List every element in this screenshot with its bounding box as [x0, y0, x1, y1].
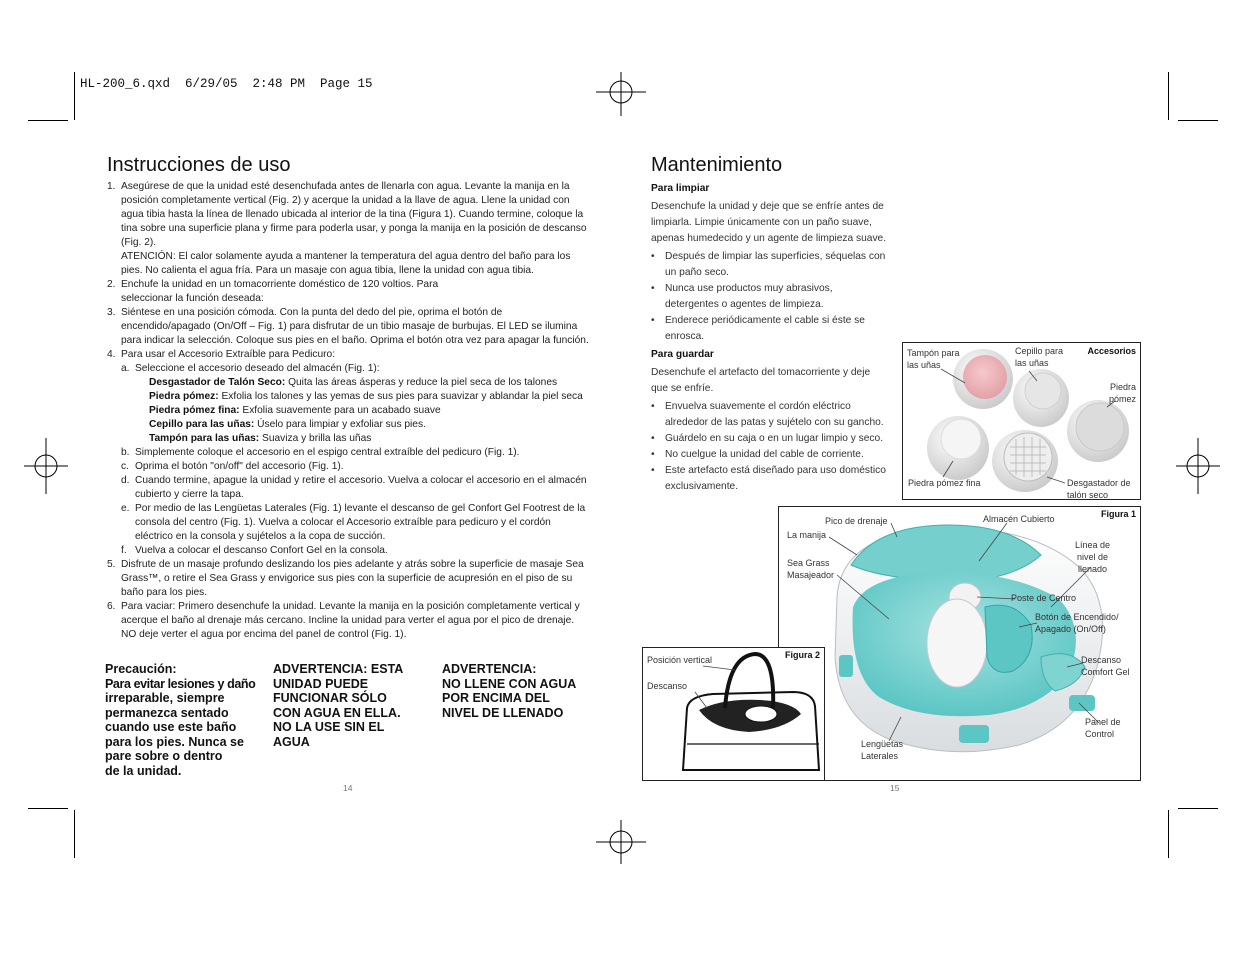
list-item: • Este artefacto está diseñado para uso doméstico exclusivamente. [651, 463, 901, 495]
label-poste: Poste de Centro [1011, 593, 1077, 603]
crop-mark [1178, 808, 1218, 809]
accessories-title: Accesorios [1087, 346, 1136, 356]
list-item: • Envuelva suavemente el cordón eléctrico alrededor de las patas y sujételo con su gancho. [651, 399, 901, 431]
leader-line [703, 666, 735, 670]
figure-2 [642, 647, 825, 781]
fine-pumice-surface [941, 419, 981, 459]
clean-bullets [651, 249, 911, 345]
accessory-desc: Piedra pómez: Exfolia los talones y las yemas de sus pies para suavizar y ablandar la piel seca [149, 391, 583, 402]
label-descanso: Descanso [647, 681, 688, 691]
tub-foot [959, 725, 989, 743]
sub-item: e. Por medio de las Lengüetas Laterales (Fig. 1) levante el descanso de gel Confort Gel Footrest de la consola del centro (Fig. 1). Vuelva a colocar el Accesorio extraíble para pedicuro y el cordón eléctrico en la consola y sujételos a la copa de succión. [121, 503, 586, 542]
storage-lid [851, 525, 1041, 581]
figure-1 [778, 506, 1141, 781]
label-piedra: Piedra pómez [1108, 382, 1136, 404]
label-almacen: Almacén Cubierto [983, 514, 1055, 524]
label-seagrass: Sea Grass Masajeador [787, 558, 835, 580]
page-title-mantenimiento: Mantenimiento [651, 154, 783, 176]
sub-item: b. Simplemente coloque el accesorio en el espigo central extraíble del pedicuro (Fig. 1). [121, 447, 520, 458]
label-cepillo: Cepillo para las uñas [1015, 346, 1064, 368]
label-manija: La manija [787, 530, 827, 540]
list-item: 5. Disfrute de un masaje profundo deslizando los pies adelante y atrás sobre la superficie de masaje Sea Grass™, o retire el Sea Grass y envigorice sus pies con la superficie de acupresión en el piso de su baño para los pies. [107, 558, 589, 600]
section-heading-limpiar: Para limpiar [651, 183, 710, 194]
sub-item: f. Vuelva a colocar el descanso Confort Gel en la consola. [121, 545, 388, 556]
item-text: Disfrute de un masaje profundo deslizando los pies adelante y atrás sobre la superficie de masaje Sea Grass™, o retire el Sea Grass y envigorice sus pies con la superficie de acupresión en el piso de su baño para los pies. [121, 559, 584, 598]
label-tampon: Tampón para las uñas [907, 348, 960, 370]
label-pico-drenaje: Pico de drenaje [825, 516, 888, 526]
label-posicion-vertical: Posición vertical [647, 655, 713, 665]
page-number: 14 [343, 783, 353, 793]
list-item: 3. Siéntese en una posición cómoda. Con la punta del dedo del pie, oprima el botón de encendido/apagado (On/Off – Fig. 1) para disfrutar de un tibio masaje de burbujas. El LED se ilumina para indicar la selección. Coloque sus pies en el baño. Oprima el botón otra vez para apagar la función. [107, 307, 589, 346]
file-slug: HL-200_6.qxd 6/29/05 2:48 PM Page 15 [80, 77, 373, 91]
warning-block-water: ADVERTENCIA: ESTA UNIDAD PUEDE FUNCIONAR SÓLO CON AGUA EN ELLA. NO LA USE SIN EL AGUA [273, 662, 404, 749]
store-bullets [651, 399, 901, 495]
list-item: • Guárdelo en su caja o en un lugar limpio y seco. [651, 431, 901, 447]
crop-mark [74, 72, 75, 120]
tub-foot [1069, 695, 1095, 711]
crop-mark [28, 808, 68, 809]
figure-1-title: Figura 1 [1100, 509, 1136, 519]
caution-block: Precaución: Para evitar lesiones y daño irreparable, siempre permanezca sentado cuando use este baño para los pies. Nunca se pare sobre o dentro de la unidad. [105, 662, 256, 778]
crop-mark [28, 120, 68, 121]
item-text: Para vaciar: Primero desenchufe la unidad. Levante la manija en la posición completamente vertical y acerque el baño al drenaje más cercano. Incline la unidad para verter el agua por el pico de drenaje. NO deje verter el agua por encima del panel de control (Fig. 1). [121, 601, 580, 640]
item-text: seleccionar la función deseada: [121, 293, 264, 304]
attention-note: ATENCIÓN: El calor solamente ayuda a mantener la temperatura del agua dentro del baño para los pies. No calienta el agua fría. Para un masaje con agua tibia, llene la unidad con agua tibia. [121, 251, 571, 276]
item-text: Asegúrese de que la unidad esté desenchufada antes de llenarla con agua. Levante la manija en la posición completamente vertical (Fig. 2) y acerque la unidad a la llave de agua. Llene la unidad con agua tibia hasta la línea de llenado ubicada al interior de la tina (Figura 1). Cuando termine, coloque la tina sobre una superficie plana y firme para poderla usar, y ponga la manija en la posición de descanso (Fig. 2). [121, 181, 587, 248]
tub-foot [839, 655, 853, 677]
label-panel: Panel de Control [1085, 717, 1121, 739]
clean-paragraph: Desenchufe la unidad y deje que se enfríe antes de limpiarla. Limpie únicamente con un paño suave, apenas humedecido y un agente de limpieza suave. [651, 201, 887, 244]
center-console [927, 599, 987, 687]
store-paragraph: Desenchufe el artefacto del tomacorriente y deje que se enfríe. [651, 367, 871, 394]
registration-mark [596, 72, 646, 116]
warning-block-fill: ADVERTENCIA: NO LLENE CON AGUA POR ENCIMA DEL NIVEL DE LLENADO [442, 662, 577, 720]
crop-mark [1168, 810, 1169, 858]
list-item: • Después de limpiar las superficies, séquelas con un paño seco. [651, 249, 911, 281]
page-number: 15 [890, 783, 900, 793]
sub-item: d. Cuando termine, apague la unidad y retire el accesorio. Vuelva a colocar el accesorio en el almacén cubierto y cierre la tapa. [121, 475, 587, 500]
leader-line [829, 537, 857, 555]
figure-2-title: Figura 2 [784, 650, 820, 660]
heel-scraper-grid [1004, 433, 1052, 481]
item-text: Siéntese en una posición cómoda. Con la punta del dedo del pie, oprima el botón de encendido/apagado (On/Off – Fig. 1) para disfrutar de un tibio masaje de burbujas. El LED se ilumina para indicar la selección. Coloque sus pies en el baño. Oprima el botón otra vez para apagar la función. [121, 307, 589, 346]
accessory-desc: Tampón para las uñas: Suaviza y brilla las uñas [149, 433, 372, 444]
center-post-outline [745, 706, 777, 722]
item-text: Para usar el Accesorio Extraíble para Pedicuro: [121, 349, 336, 360]
instructions-list [107, 180, 589, 642]
label-piedra-fina: Piedra pómez fina [908, 478, 981, 488]
sub-item: c. Oprima el botón "on/off" del accesorio (Fig. 1). [121, 461, 344, 472]
label-descanso-gel: Descanso Comfort Gel [1081, 655, 1130, 677]
crop-mark [1178, 120, 1218, 121]
list-item: • Nunca use productos muy abrasivos, detergentes o agentes de limpieza. [651, 281, 911, 313]
label-boton: Botón de Encendido/ Apagado (On/Off) [1035, 612, 1119, 634]
registration-mark [1176, 438, 1220, 494]
list-item: • Enderece periódicamente el cable si éste se enrosca. [651, 313, 911, 345]
section-heading-guardar: Para guardar [651, 349, 714, 360]
list-item: 1. Asegúrese de que la unidad esté desenchufada antes de llenarla con agua. Levante la manija en la posición completamente vertical (Fig. 2) y acerque la unidad a la llave de agua. Llene la unidad con agua tibia hasta la línea de llenado ubicada al interior de la tina (Figura 1). Cuando termine, coloque la tina sobre una superficie plana y firme para poderla usar, y ponga la manija en la posición de descanso (Fig. 2). ATENCIÓN: El calor solamente ayuda a mantener la temperatura del agua dentro del baño para los pies. No calienta el agua fría. Para un masaje con agua tibia, llene la unidad con agua tibia. [107, 180, 589, 278]
accessory-desc: Piedra pómez fina: Exfolia suavemente para un acabado suave [149, 405, 441, 416]
crop-mark [74, 810, 75, 858]
brush-bristles [1025, 373, 1061, 409]
registration-mark [24, 438, 68, 494]
label-desgastador: Desgastador de talón seco [1067, 478, 1131, 500]
page-title-instrucciones: Instrucciones de uso [107, 154, 291, 176]
label-linea-llenado: Línea de nivel de llenado [1075, 540, 1111, 574]
pumice-surface [1076, 403, 1124, 451]
item-text: Enchufe la unidad en un tomacorriente doméstico de 120 voltios. Para [121, 279, 439, 290]
handle-position-illustration [643, 648, 825, 781]
accessories-figure [902, 342, 1141, 500]
tampon-pad [963, 355, 1007, 399]
list-item: • No cuelgue la unidad del cable de corriente. [651, 447, 901, 463]
registration-mark [596, 820, 646, 864]
accessory-desc: Desgastador de Talón Seco: Quita las áreas ásperas y reduce la piel seca de los talones [149, 377, 558, 388]
list-item: 4. Para usar el Accesorio Extraíble para Pedicuro: a. Seleccione el accesorio deseado del almacén (Fig. 1): Desgastador de Talón Seco: Quita las áreas ásperas y reduce la piel seca de los talones Piedra pómez: Exfolia los talones y las yemas de sus pies para suavizar y ablandar la piel seca Piedra pómez fina: Exfolia suavemente para un acabado suave Cepillo para las uñas: Úselo para limpiar y exfoliar sus pies. Tampón para las uñas: Suaviza y brilla las uñas b. Simplemente coloque el accesorio en el espigo central extraíble del pedicuro (Fig. 1). c. Oprima el botón "on/off" del accesorio (Fig. 1). d. Cuando termine, apague la unidad y retire el accesorio. Vuelva a colocar el accesorio en el almacén cubierto y cierre la tapa. e. Por medio de las Lengüetas Laterales (Fig. 1) levante el descanso de gel Confort Gel Footrest de la consola del centro (Fig. 1). Vuelva a colocar el Accesorio extraíble para pedicuro y el cordón eléctrico en la consola y sujételos a la copa de succión. f. Vuelva a colocar el descanso Confort Gel en la consola. [107, 348, 589, 558]
crop-mark [1168, 72, 1169, 120]
list-item: 2. Enchufe la unidad en un tomacorriente doméstico de 120 voltios. Para seleccionar la función deseada: [107, 278, 589, 306]
sub-item: a. Seleccione el accesorio deseado del almacén (Fig. 1): Desgastador de Talón Seco: Quita las áreas ásperas y reduce la piel seca de los talones Piedra pómez: Exfolia los talones y las yemas de sus pies para suavizar y ablandar la piel seca Piedra pómez fina: Exfolia suavemente para un acabado suave Cepillo para las uñas: Úselo para limpiar y exfoliar sus pies. Tampón para las uñas: Suaviza y brilla las uñas [121, 362, 589, 446]
list-item: 6. Para vaciar: Primero desenchufe la unidad. Levante la manija en la posición completamente vertical y acerque el baño al drenaje más cercano. Incline la unidad para verter el agua por el pico de drenaje. NO deje verter el agua por encima del panel de control (Fig. 1). [107, 600, 589, 642]
accessory-desc: Cepillo para las uñas: Úselo para limpiar y exfoliar sus pies. [149, 419, 426, 430]
label-lenguetas: Lengüetas Laterales [861, 739, 904, 761]
sub-list [121, 362, 589, 558]
